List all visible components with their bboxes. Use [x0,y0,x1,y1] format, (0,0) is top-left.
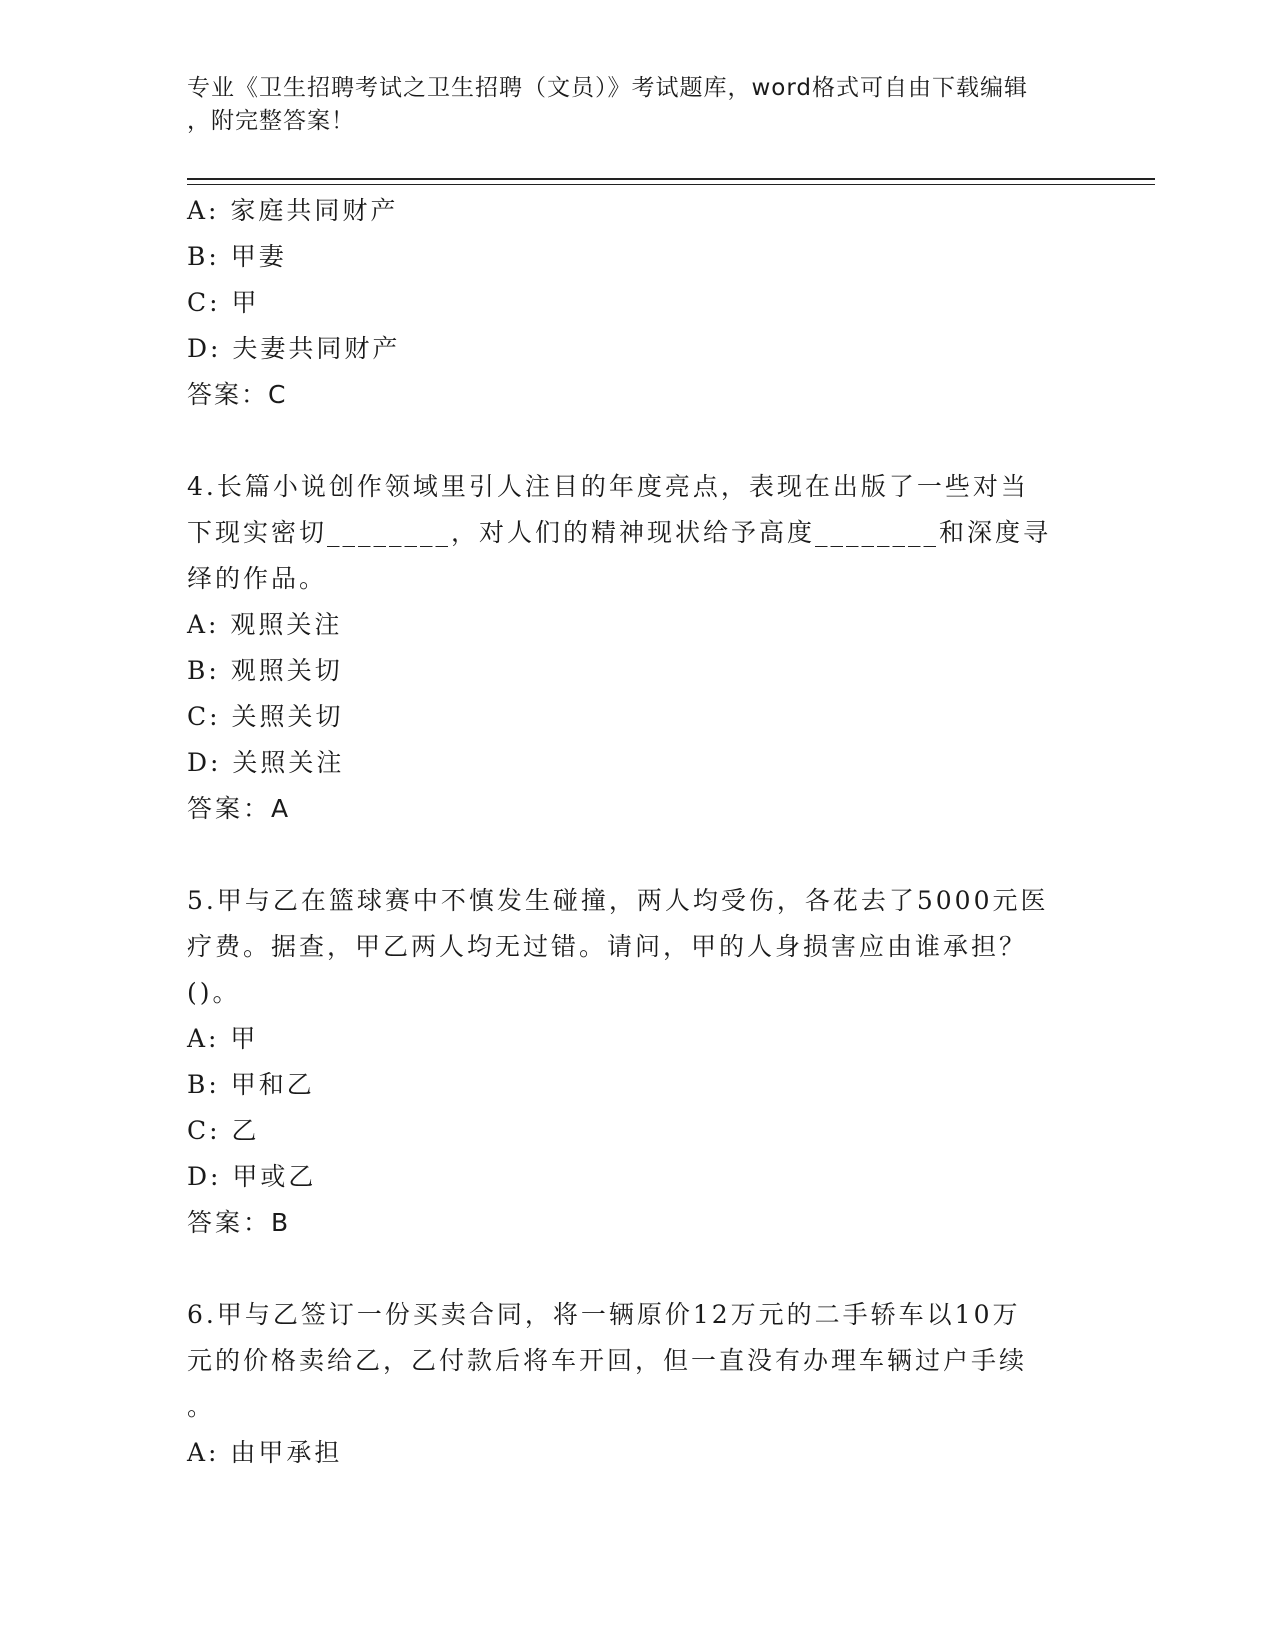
question-text-line: 5.甲与乙在篮球赛中不慎发生碰撞，两人均受伤，各花去了5000元医 [187,886,1049,915]
question-4 [187,464,1087,832]
question-text-line: ()。 [187,978,241,1007]
option-d: D: 关照关注 [187,748,345,777]
question-text-line: 下现实密切________，对人们的精神现状给予高度________和深度寻 [187,518,1052,547]
option-d: D: 甲或乙 [187,1162,317,1191]
option-b: B: 观照关切 [187,656,343,685]
spacer [187,832,1087,878]
spacer [187,1246,1087,1292]
question-3-continued [187,188,1087,418]
question-text-line: 6.甲与乙签订一份买卖合同，将一辆原价12万元的二手轿车以10万 [187,1300,1021,1329]
question-text-line: 元的价格卖给乙，乙付款后将车开回，但一直没有办理车辆过户手续 [187,1346,1028,1375]
question-5 [187,878,1087,1246]
answer-line: 答案：A [187,794,292,823]
question-text-line: 4.长篇小说创作领域里引人注目的年度亮点，表现在出版了一些对当 [187,472,1029,501]
question-list [187,188,1087,1476]
option-c: C: 关照关切 [187,702,344,731]
option-c: C: 乙 [187,1116,260,1145]
document-header [187,72,1067,138]
answer-line: 答案：C [187,380,288,409]
option-b: B: 甲妻 [187,242,287,271]
question-text-line: 绎的作品。 [187,564,328,593]
option-a: A: 甲 [187,1024,259,1053]
option-a: A: 观照关注 [187,610,343,639]
option-a: A: 家庭共同财产 [187,196,399,225]
option-b: B: 甲和乙 [187,1070,315,1099]
question-6 [187,1292,1087,1476]
option-d: D: 夫妻共同财产 [187,334,401,363]
question-text-line: 。 [187,1392,216,1421]
option-a: A: 由甲承担 [187,1438,343,1467]
question-text-line: 疗费。据查，甲乙两人均无过错。请问，甲的人身损害应由谁承担？ [187,932,1028,961]
header-divider-thin [187,184,1155,185]
header-line-1: 专业《卫生招聘考试之卫生招聘（文员）》考试题库，word格式可自由下载编辑 [187,75,1029,101]
header-divider-thick [187,178,1155,180]
spacer [187,418,1087,464]
header-line-2: ，附完整答案！ [187,108,355,134]
answer-line: 答案：B [187,1208,292,1237]
option-c: C: 甲 [187,288,260,317]
